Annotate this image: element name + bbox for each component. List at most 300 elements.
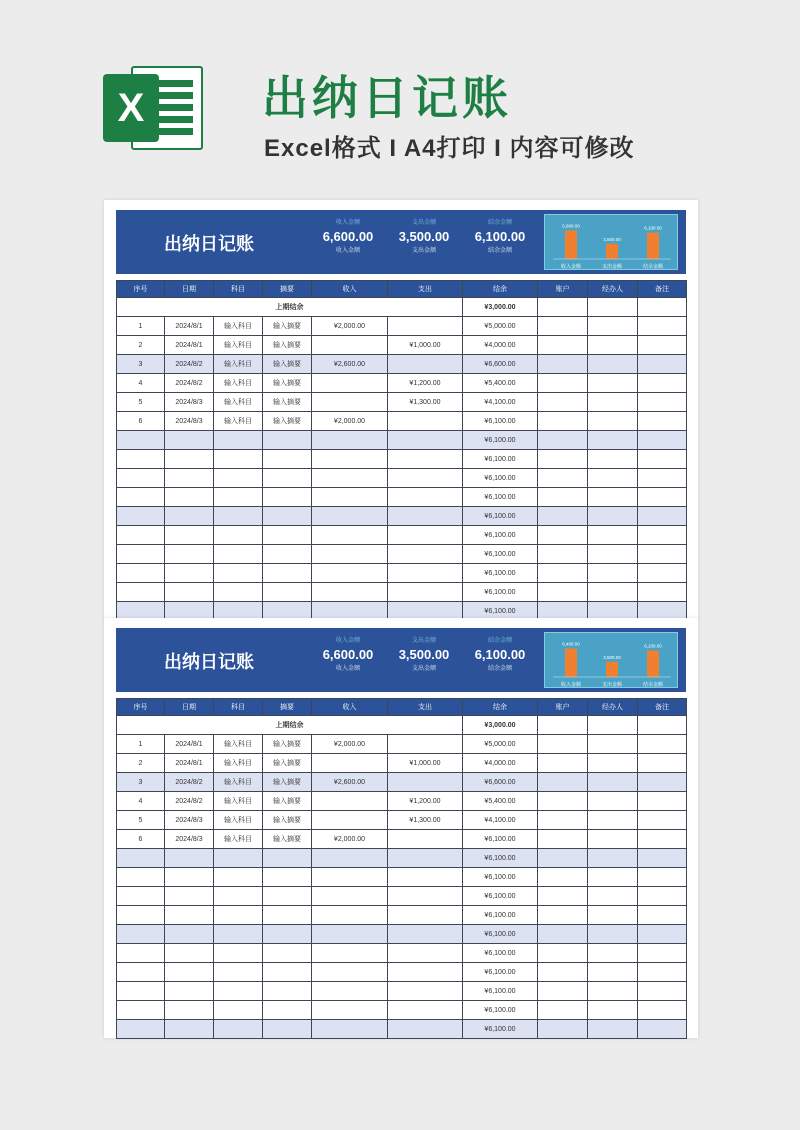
cell-account[interactable]: [538, 1020, 588, 1039]
cell-subject[interactable]: [214, 887, 263, 906]
cell-handler[interactable]: [588, 298, 638, 317]
cell-balance[interactable]: ¥6,600.00: [463, 773, 538, 792]
cell-subject[interactable]: [214, 526, 263, 545]
cell-remark[interactable]: [638, 374, 687, 393]
cell-handler[interactable]: [588, 393, 638, 412]
cell-account[interactable]: [538, 982, 588, 1001]
cell-subject[interactable]: [214, 431, 263, 450]
cell-handler[interactable]: [588, 735, 638, 754]
cell-subject[interactable]: [214, 868, 263, 887]
cell-expense[interactable]: ¥1,200.00: [388, 792, 463, 811]
cell-seq[interactable]: 2: [117, 754, 165, 773]
cell-seq[interactable]: 2: [117, 336, 165, 355]
cell-expense[interactable]: [388, 868, 463, 887]
cell-subject[interactable]: [214, 906, 263, 925]
cell-summary[interactable]: [263, 488, 312, 507]
cell-account[interactable]: [538, 507, 588, 526]
cell-summary[interactable]: 输入摘要: [263, 355, 312, 374]
cell-account[interactable]: [538, 469, 588, 488]
cell-summary[interactable]: [263, 431, 312, 450]
cell-date[interactable]: [165, 583, 214, 602]
cell-handler[interactable]: [588, 583, 638, 602]
cell-subject[interactable]: [214, 450, 263, 469]
cell-expense[interactable]: [388, 773, 463, 792]
cell-balance[interactable]: ¥6,100.00: [463, 602, 538, 621]
cell-handler[interactable]: [588, 469, 638, 488]
cell-date[interactable]: 2024/8/2: [165, 792, 214, 811]
cell-seq[interactable]: 1: [117, 317, 165, 336]
cell-account[interactable]: [538, 526, 588, 545]
cell-remark[interactable]: [638, 431, 687, 450]
cell-handler[interactable]: [588, 811, 638, 830]
cell-handler[interactable]: [588, 906, 638, 925]
cell-expense[interactable]: [388, 545, 463, 564]
cell-date[interactable]: [165, 887, 214, 906]
cell-seq[interactable]: [117, 982, 165, 1001]
cell-date[interactable]: [165, 526, 214, 545]
cell-summary[interactable]: 输入摘要: [263, 754, 312, 773]
cell-date[interactable]: [165, 488, 214, 507]
cell-date[interactable]: [165, 944, 214, 963]
cell-balance[interactable]: ¥5,400.00: [463, 374, 538, 393]
cell-seq[interactable]: [117, 564, 165, 583]
cell-account[interactable]: [538, 583, 588, 602]
cell-remark[interactable]: [638, 469, 687, 488]
cell-income[interactable]: [312, 374, 388, 393]
cell-seq[interactable]: [117, 849, 165, 868]
cell-date[interactable]: [165, 564, 214, 583]
cell-seq[interactable]: [117, 925, 165, 944]
cell-handler[interactable]: [588, 925, 638, 944]
cell-summary[interactable]: 输入摘要: [263, 393, 312, 412]
cell-date[interactable]: [165, 906, 214, 925]
cell-handler[interactable]: [588, 1020, 638, 1039]
cell-expense[interactable]: ¥1,300.00: [388, 811, 463, 830]
cell-expense[interactable]: [388, 925, 463, 944]
cell-balance[interactable]: ¥6,100.00: [463, 849, 538, 868]
cell-balance[interactable]: ¥6,600.00: [463, 355, 538, 374]
cell-date[interactable]: 2024/8/3: [165, 830, 214, 849]
cell-balance[interactable]: ¥5,000.00: [463, 317, 538, 336]
cell-remark[interactable]: [638, 336, 687, 355]
cell-seq[interactable]: [117, 469, 165, 488]
cell-date[interactable]: [165, 545, 214, 564]
cell-account[interactable]: [538, 393, 588, 412]
cell-subject[interactable]: 输入科目: [214, 792, 263, 811]
cell-remark[interactable]: [638, 355, 687, 374]
cell-income[interactable]: ¥2,000.00: [312, 735, 388, 754]
cell-seq[interactable]: [117, 507, 165, 526]
cell-subject[interactable]: [214, 507, 263, 526]
cell-income[interactable]: [312, 469, 388, 488]
cell-balance[interactable]: ¥4,000.00: [463, 754, 538, 773]
cell-summary[interactable]: [263, 868, 312, 887]
cell-subject[interactable]: 输入科目: [214, 754, 263, 773]
cell-summary[interactable]: [263, 906, 312, 925]
cell-remark[interactable]: [638, 564, 687, 583]
cell-remark[interactable]: [638, 393, 687, 412]
cell-summary[interactable]: [263, 469, 312, 488]
cell-seq[interactable]: [117, 450, 165, 469]
cell-balance[interactable]: ¥6,100.00: [463, 507, 538, 526]
cell-remark[interactable]: [638, 982, 687, 1001]
cell-balance[interactable]: ¥6,100.00: [463, 868, 538, 887]
cell-summary[interactable]: [263, 849, 312, 868]
cell-handler[interactable]: [588, 526, 638, 545]
cell-account[interactable]: [538, 735, 588, 754]
cell-summary[interactable]: 输入摘要: [263, 735, 312, 754]
cell-expense[interactable]: [388, 355, 463, 374]
cell-expense[interactable]: [388, 982, 463, 1001]
cell-balance[interactable]: ¥6,100.00: [463, 982, 538, 1001]
cell-subject[interactable]: 输入科目: [214, 412, 263, 431]
cell-account[interactable]: [538, 925, 588, 944]
cell-account[interactable]: [538, 298, 588, 317]
cell-date[interactable]: [165, 868, 214, 887]
cell-summary[interactable]: [263, 526, 312, 545]
cell-balance[interactable]: ¥6,100.00: [463, 412, 538, 431]
cell-subject[interactable]: 输入科目: [214, 355, 263, 374]
cell-income[interactable]: [312, 963, 388, 982]
cell-subject[interactable]: [214, 1020, 263, 1039]
cell-remark[interactable]: [638, 754, 687, 773]
cell-income[interactable]: ¥2,600.00: [312, 773, 388, 792]
cell-handler[interactable]: [588, 849, 638, 868]
cell-account[interactable]: [538, 944, 588, 963]
cell-handler[interactable]: [588, 317, 638, 336]
cell-remark[interactable]: [638, 868, 687, 887]
cell-subject[interactable]: 输入科目: [214, 317, 263, 336]
cell-summary[interactable]: [263, 507, 312, 526]
cell-remark[interactable]: [638, 925, 687, 944]
cell-date[interactable]: 2024/8/2: [165, 374, 214, 393]
cell-subject[interactable]: [214, 982, 263, 1001]
cell-handler[interactable]: [588, 887, 638, 906]
cell-handler[interactable]: [588, 982, 638, 1001]
cell-summary[interactable]: [263, 982, 312, 1001]
cell-summary[interactable]: [263, 925, 312, 944]
cell-income[interactable]: [312, 925, 388, 944]
cell-date[interactable]: [165, 982, 214, 1001]
cell-seq[interactable]: [117, 887, 165, 906]
cell-balance[interactable]: ¥6,100.00: [463, 887, 538, 906]
cell-expense[interactable]: ¥1,000.00: [388, 754, 463, 773]
cell-summary[interactable]: 输入摘要: [263, 412, 312, 431]
cell-account[interactable]: [538, 431, 588, 450]
cell-expense[interactable]: [388, 583, 463, 602]
cell-summary[interactable]: 输入摘要: [263, 811, 312, 830]
cell-expense[interactable]: ¥1,000.00: [388, 336, 463, 355]
cell-date[interactable]: 2024/8/2: [165, 355, 214, 374]
cell-date[interactable]: 2024/8/3: [165, 393, 214, 412]
cell-subject[interactable]: 输入科目: [214, 773, 263, 792]
cell-balance[interactable]: ¥6,100.00: [463, 963, 538, 982]
cell-date[interactable]: [165, 1020, 214, 1039]
cell-account[interactable]: [538, 887, 588, 906]
cell-account[interactable]: [538, 1001, 588, 1020]
cell-balance[interactable]: ¥4,100.00: [463, 393, 538, 412]
cell-subject[interactable]: [214, 469, 263, 488]
cell-seq[interactable]: 3: [117, 773, 165, 792]
cell-account[interactable]: [538, 564, 588, 583]
cell-expense[interactable]: [388, 963, 463, 982]
cell-remark[interactable]: [638, 545, 687, 564]
cell-income[interactable]: [312, 982, 388, 1001]
cell-handler[interactable]: [588, 412, 638, 431]
cell-summary[interactable]: [263, 944, 312, 963]
cell-summary[interactable]: [263, 887, 312, 906]
cell-handler[interactable]: [588, 868, 638, 887]
cell-date[interactable]: 2024/8/1: [165, 735, 214, 754]
cell-handler[interactable]: [588, 507, 638, 526]
cell-income[interactable]: [312, 507, 388, 526]
cell-balance[interactable]: ¥6,100.00: [463, 944, 538, 963]
cell-date[interactable]: 2024/8/3: [165, 412, 214, 431]
cell-handler[interactable]: [588, 944, 638, 963]
cell-income[interactable]: [312, 393, 388, 412]
cell-seq[interactable]: [117, 1020, 165, 1039]
cell-remark[interactable]: [638, 849, 687, 868]
cell-balance[interactable]: ¥6,100.00: [463, 583, 538, 602]
cell-expense[interactable]: ¥1,200.00: [388, 374, 463, 393]
cell-seq[interactable]: [117, 583, 165, 602]
cell-date[interactable]: [165, 925, 214, 944]
cell-subject[interactable]: 输入科目: [214, 374, 263, 393]
cell-date[interactable]: 2024/8/1: [165, 317, 214, 336]
cell-seq[interactable]: 4: [117, 374, 165, 393]
cell-seq[interactable]: [117, 488, 165, 507]
cell-summary[interactable]: 输入摘要: [263, 336, 312, 355]
cell-subject[interactable]: [214, 583, 263, 602]
cell-subject[interactable]: 输入科目: [214, 811, 263, 830]
cell-summary[interactable]: 输入摘要: [263, 792, 312, 811]
cell-expense[interactable]: [388, 526, 463, 545]
cell-income[interactable]: ¥2,600.00: [312, 355, 388, 374]
cell-expense[interactable]: [388, 849, 463, 868]
cell-subject[interactable]: [214, 963, 263, 982]
cell-seq[interactable]: [117, 868, 165, 887]
cell-account[interactable]: [538, 374, 588, 393]
cell-handler[interactable]: [588, 773, 638, 792]
cell-summary[interactable]: [263, 545, 312, 564]
cell-income[interactable]: [312, 849, 388, 868]
cell-handler[interactable]: [588, 488, 638, 507]
cell-remark[interactable]: [638, 317, 687, 336]
cell-income[interactable]: ¥2,000.00: [312, 317, 388, 336]
cell-account[interactable]: [538, 317, 588, 336]
cell-account[interactable]: [538, 773, 588, 792]
cell-balance[interactable]: ¥6,100.00: [463, 545, 538, 564]
cell-subject[interactable]: 输入科目: [214, 336, 263, 355]
cell-summary[interactable]: [263, 1001, 312, 1020]
cell-account[interactable]: [538, 545, 588, 564]
cell-subject[interactable]: [214, 849, 263, 868]
cell-balance[interactable]: ¥5,000.00: [463, 735, 538, 754]
cell-date[interactable]: [165, 469, 214, 488]
cell-remark[interactable]: [638, 716, 687, 735]
cell-expense[interactable]: [388, 412, 463, 431]
cell-income[interactable]: [312, 1020, 388, 1039]
cell-balance[interactable]: ¥6,100.00: [463, 564, 538, 583]
cell-subject[interactable]: [214, 925, 263, 944]
cell-balance[interactable]: ¥6,100.00: [463, 450, 538, 469]
cell-balance[interactable]: ¥6,100.00: [463, 431, 538, 450]
cell-income[interactable]: [312, 336, 388, 355]
cell-remark[interactable]: [638, 488, 687, 507]
cell-remark[interactable]: [638, 811, 687, 830]
cell-account[interactable]: [538, 450, 588, 469]
cell-remark[interactable]: [638, 450, 687, 469]
cell-summary[interactable]: 输入摘要: [263, 317, 312, 336]
cell-subject[interactable]: [214, 488, 263, 507]
cell-seq[interactable]: [117, 906, 165, 925]
cell-date[interactable]: [165, 450, 214, 469]
cell-subject[interactable]: [214, 944, 263, 963]
cell-expense[interactable]: [388, 944, 463, 963]
cell-balance[interactable]: ¥6,100.00: [463, 925, 538, 944]
cell-handler[interactable]: [588, 716, 638, 735]
cell-income[interactable]: [312, 488, 388, 507]
cell-income[interactable]: [312, 564, 388, 583]
cell-seq[interactable]: 3: [117, 355, 165, 374]
cell-account[interactable]: [538, 868, 588, 887]
cell-income[interactable]: ¥2,000.00: [312, 830, 388, 849]
cell-handler[interactable]: [588, 1001, 638, 1020]
cell-balance[interactable]: ¥6,100.00: [463, 526, 538, 545]
cell-account[interactable]: [538, 754, 588, 773]
cell-seq[interactable]: 1: [117, 735, 165, 754]
cell-summary[interactable]: [263, 963, 312, 982]
cell-seq[interactable]: 5: [117, 393, 165, 412]
cell-summary[interactable]: [263, 450, 312, 469]
cell-handler[interactable]: [588, 374, 638, 393]
cell-subject[interactable]: [214, 1001, 263, 1020]
cell-seq[interactable]: [117, 963, 165, 982]
cell-expense[interactable]: [388, 735, 463, 754]
cell-date[interactable]: [165, 431, 214, 450]
cell-balance[interactable]: ¥6,100.00: [463, 488, 538, 507]
cell-balance[interactable]: ¥5,400.00: [463, 792, 538, 811]
cell-expense[interactable]: [388, 488, 463, 507]
cell-expense[interactable]: [388, 450, 463, 469]
cell-remark[interactable]: [638, 583, 687, 602]
cell-income[interactable]: [312, 526, 388, 545]
cell-account[interactable]: [538, 792, 588, 811]
cell-handler[interactable]: [588, 450, 638, 469]
cell-remark[interactable]: [638, 830, 687, 849]
cell-summary[interactable]: [263, 583, 312, 602]
cell-income[interactable]: [312, 887, 388, 906]
cell-account[interactable]: [538, 963, 588, 982]
cell-seq[interactable]: [117, 431, 165, 450]
cell-handler[interactable]: [588, 545, 638, 564]
cell-balance[interactable]: ¥6,100.00: [463, 1001, 538, 1020]
cell-account[interactable]: [538, 412, 588, 431]
cell-income[interactable]: [312, 811, 388, 830]
cell-date[interactable]: [165, 507, 214, 526]
cell-expense[interactable]: [388, 1020, 463, 1039]
cell-remark[interactable]: [638, 792, 687, 811]
cell-handler[interactable]: [588, 431, 638, 450]
cell-handler[interactable]: [588, 830, 638, 849]
cell-account[interactable]: [538, 488, 588, 507]
cell-summary[interactable]: 输入摘要: [263, 773, 312, 792]
cell-handler[interactable]: [588, 963, 638, 982]
cell-account[interactable]: [538, 830, 588, 849]
cell-remark[interactable]: [638, 1001, 687, 1020]
cell-balance[interactable]: ¥6,100.00: [463, 906, 538, 925]
cell-date[interactable]: [165, 849, 214, 868]
cell-seq[interactable]: [117, 526, 165, 545]
cell-income[interactable]: [312, 944, 388, 963]
cell-income[interactable]: [312, 792, 388, 811]
cell-expense[interactable]: [388, 830, 463, 849]
cell-remark[interactable]: [638, 298, 687, 317]
cell-expense[interactable]: [388, 431, 463, 450]
cell-seq[interactable]: 6: [117, 830, 165, 849]
cell-account[interactable]: [538, 716, 588, 735]
cell-remark[interactable]: [638, 963, 687, 982]
cell-account[interactable]: [538, 906, 588, 925]
cell-income[interactable]: [312, 868, 388, 887]
cell-balance[interactable]: ¥6,100.00: [463, 1020, 538, 1039]
cell-balance[interactable]: ¥6,100.00: [463, 469, 538, 488]
cell-handler[interactable]: [588, 336, 638, 355]
cell-expense[interactable]: [388, 469, 463, 488]
cell-subject[interactable]: 输入科目: [214, 830, 263, 849]
cell-handler[interactable]: [588, 564, 638, 583]
cell-summary[interactable]: [263, 564, 312, 583]
cell-seq[interactable]: 5: [117, 811, 165, 830]
cell-account[interactable]: [538, 336, 588, 355]
cell-remark[interactable]: [638, 735, 687, 754]
cell-income[interactable]: [312, 1001, 388, 1020]
cell-expense[interactable]: [388, 507, 463, 526]
cell-income[interactable]: [312, 450, 388, 469]
cell-balance[interactable]: ¥4,000.00: [463, 336, 538, 355]
cell-seq[interactable]: [117, 1001, 165, 1020]
cell-balance[interactable]: ¥4,100.00: [463, 811, 538, 830]
cell-income[interactable]: [312, 754, 388, 773]
cell-income[interactable]: ¥2,000.00: [312, 412, 388, 431]
cell-remark[interactable]: [638, 944, 687, 963]
cell-account[interactable]: [538, 849, 588, 868]
cell-handler[interactable]: [588, 754, 638, 773]
cell-expense[interactable]: [388, 317, 463, 336]
cell-subject[interactable]: [214, 545, 263, 564]
cell-date[interactable]: 2024/8/1: [165, 754, 214, 773]
cell-date[interactable]: 2024/8/3: [165, 811, 214, 830]
cell-income[interactable]: [312, 431, 388, 450]
cell-subject[interactable]: [214, 564, 263, 583]
cell-remark[interactable]: [638, 507, 687, 526]
cell-remark[interactable]: [638, 526, 687, 545]
cell-income[interactable]: [312, 906, 388, 925]
cell-date[interactable]: 2024/8/1: [165, 336, 214, 355]
cell-remark[interactable]: [638, 412, 687, 431]
cell-balance[interactable]: ¥6,100.00: [463, 830, 538, 849]
cell-remark[interactable]: [638, 887, 687, 906]
cell-handler[interactable]: [588, 792, 638, 811]
cell-account[interactable]: [538, 355, 588, 374]
cell-seq[interactable]: 4: [117, 792, 165, 811]
cell-remark[interactable]: [638, 906, 687, 925]
cell-seq[interactable]: [117, 944, 165, 963]
cell-summary[interactable]: 输入摘要: [263, 830, 312, 849]
cell-seq[interactable]: [117, 545, 165, 564]
cell-subject[interactable]: 输入科目: [214, 393, 263, 412]
cell-subject[interactable]: 输入科目: [214, 735, 263, 754]
